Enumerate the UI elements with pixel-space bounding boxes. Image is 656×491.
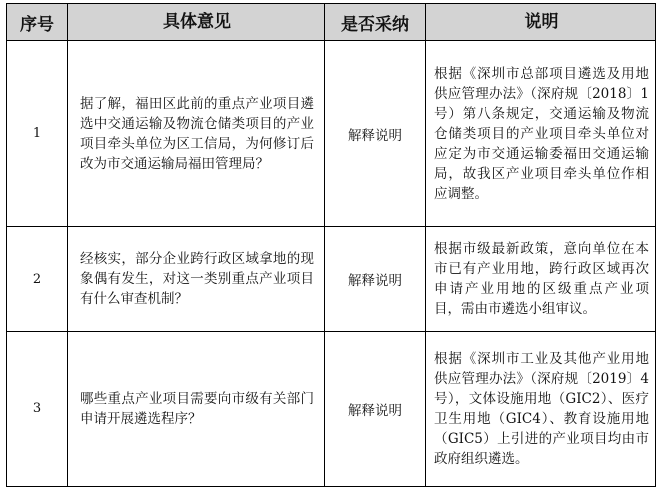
row-explanation: 根据市级最新政策，意向单位在本市已有产业用地，跨行政区域再次申请产业用地的区级重点产业项目，需由市遴选小组审议。 xyxy=(426,227,656,331)
row-no: 3 xyxy=(7,331,68,486)
row-opinion: 据了解，福田区此前的重点产业项目遴选中交通运输及物流仓储类项目的产业项目牵头单位为区工信局，为何修订后改为市交通运输局福田管理局？ xyxy=(68,41,325,227)
row-opinion: 哪些重点产业项目需要向市级有关部门申请开展遴选程序？ xyxy=(68,331,325,486)
table-row xyxy=(7,41,656,227)
header-no: 序号 xyxy=(7,4,68,41)
row-explanation: 根据《深圳市总部项目遴选及用地供应管理办法》（深府规〔2018〕1号）第八条规定，交通运输及物流仓储类项目的产业项目牵头单位对应定为市交通运输委福田交通运输局，故我区产业项目牵头单位作相应调整。 xyxy=(426,41,656,227)
table-row xyxy=(7,227,656,331)
row-explanation: 根据《深圳市工业及其他产业用地供应管理办法》（深府规〔2019〕4号），文体设施用地（GIC2）、医疗卫生用地（GIC4）、教育设施用地（GIC5）上引进的产业项目均由市政府组织遴选。 xyxy=(426,331,656,486)
row-adopted: 解释说明 xyxy=(325,227,426,331)
opinion-table xyxy=(6,3,656,487)
table-header-row xyxy=(7,4,656,41)
row-opinion: 经核实，部分企业跨行政区域拿地的现象偶有发生，对这一类别重点产业项目有什么审查机制？ xyxy=(68,227,325,331)
header-opinion: 具体意见 xyxy=(68,4,325,41)
row-adopted: 解释说明 xyxy=(325,331,426,486)
row-no: 2 xyxy=(7,227,68,331)
table-row xyxy=(7,331,656,486)
row-adopted: 解释说明 xyxy=(325,41,426,227)
header-explanation: 说明 xyxy=(426,4,656,41)
row-no: 1 xyxy=(7,41,68,227)
header-adopted: 是否采纳 xyxy=(325,4,426,41)
